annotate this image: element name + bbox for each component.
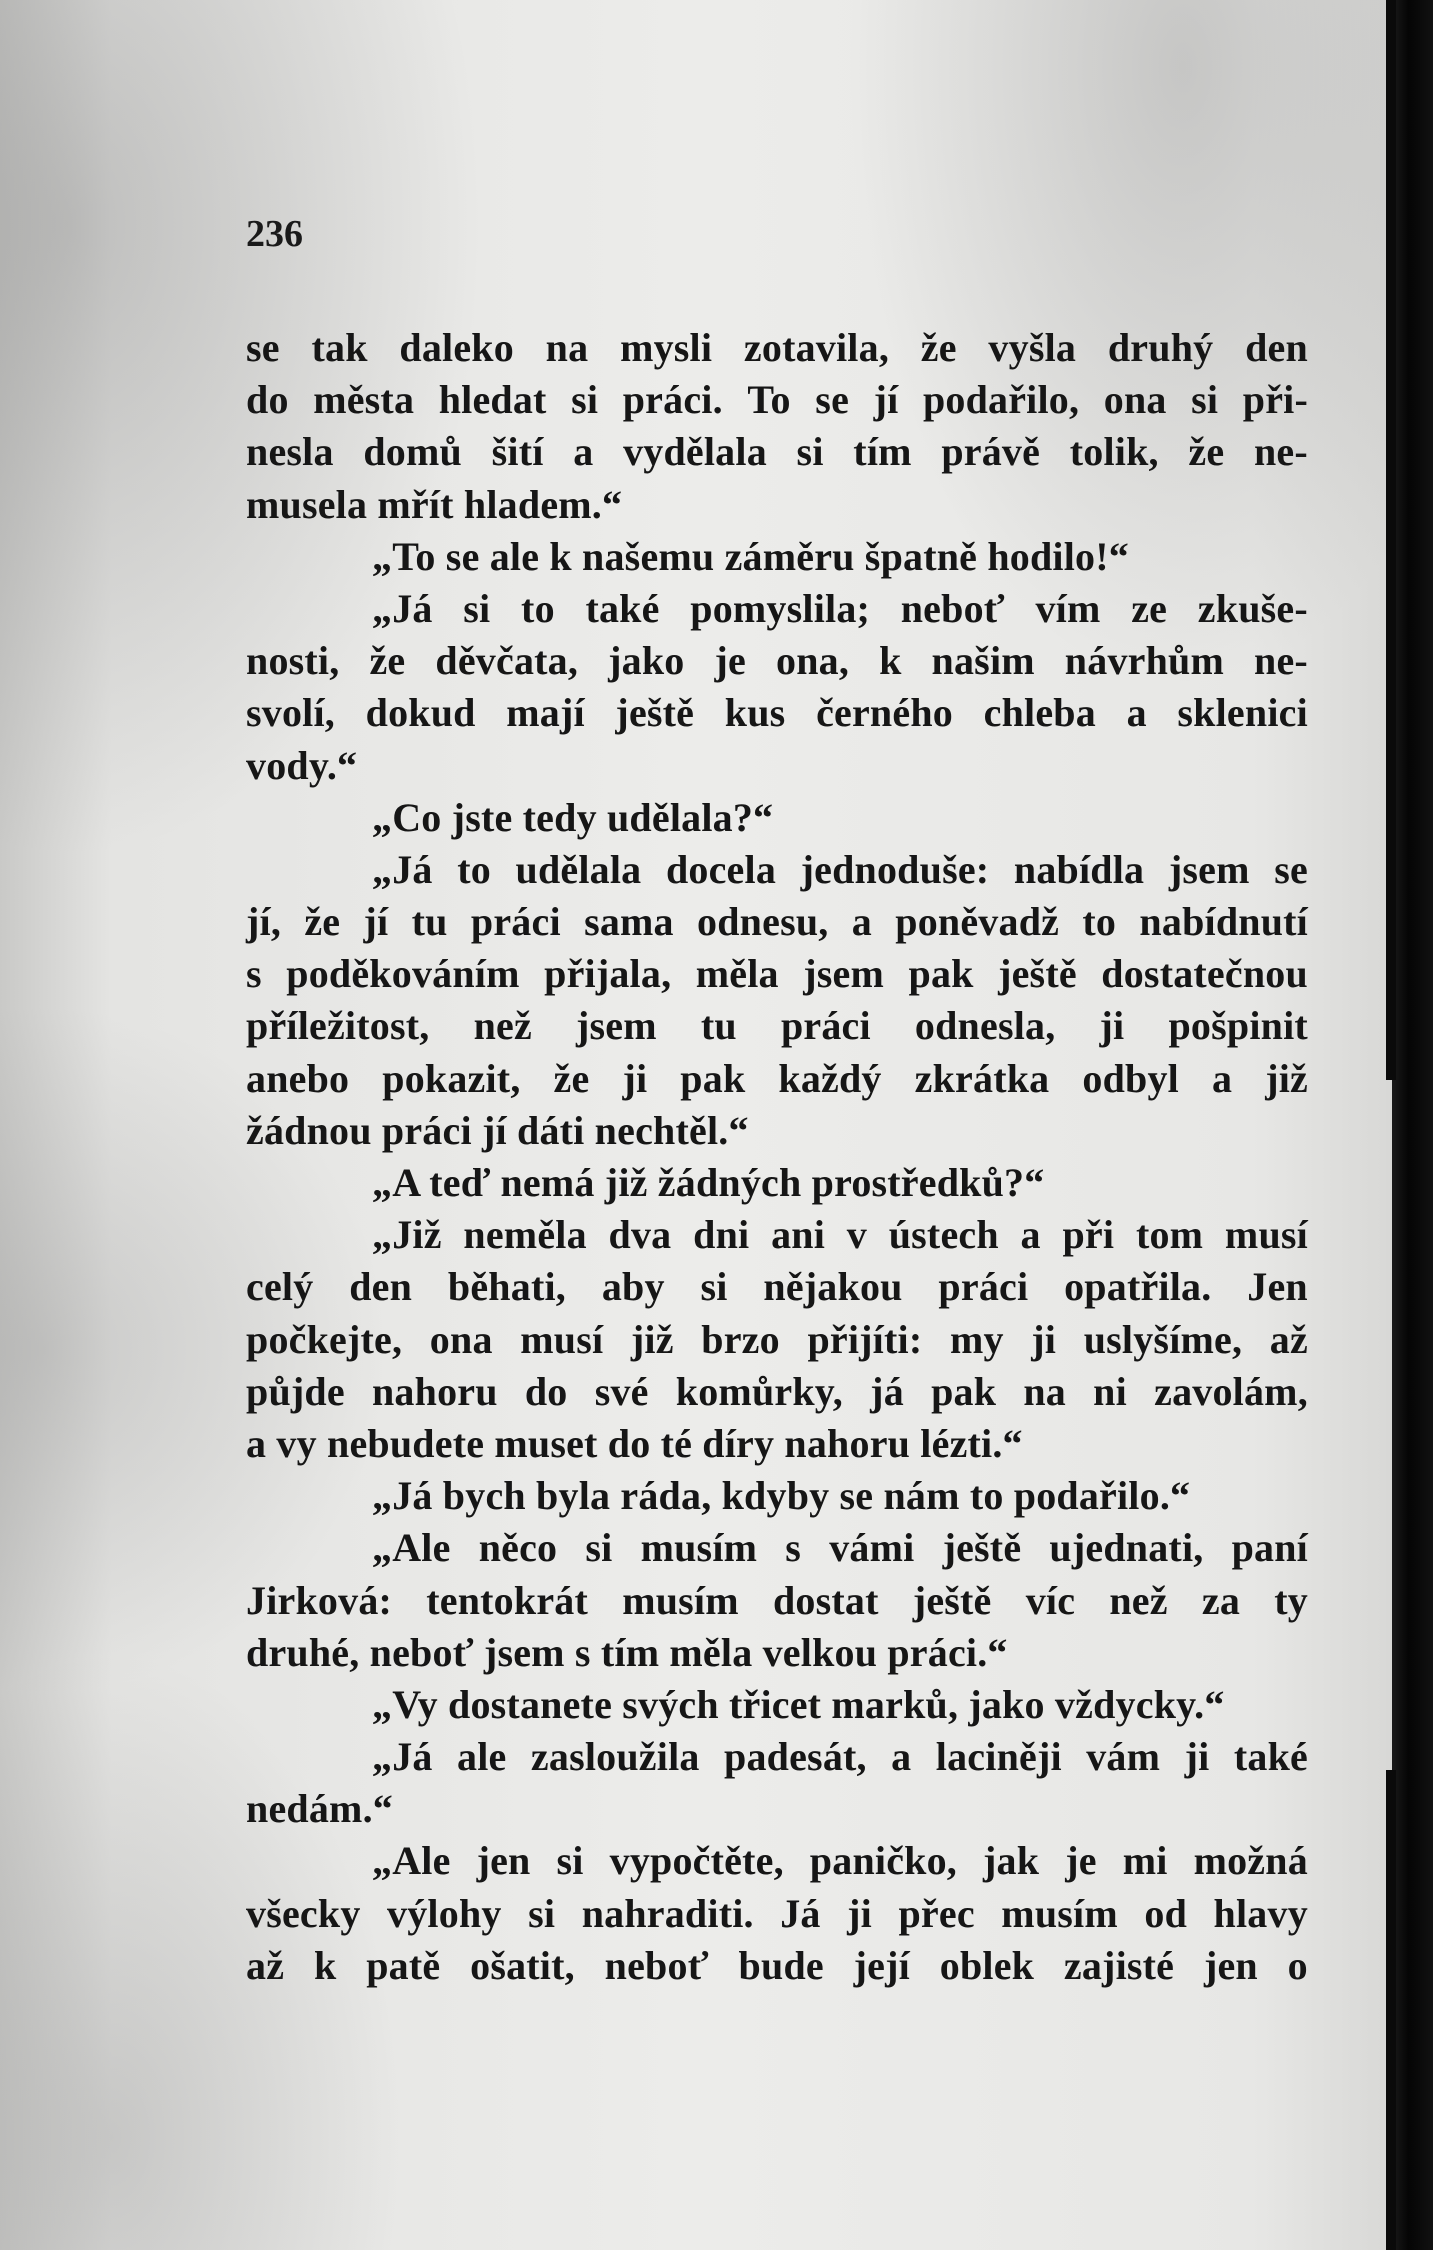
text-line: jí, že jí tu práci sama odnesu, a poněvadž to nabídnutí [246, 899, 1308, 945]
text-line: do města hledat si práci. To se jí podařilo, ona si při- [246, 377, 1308, 423]
text-line: „Já bych byla ráda, kdyby se nám to podařilo.“ [372, 1473, 1191, 1519]
text-line: půjde nahoru do své komůrky, já pak na ni zavolám, [246, 1368, 1308, 1414]
text-line: nesla domů šití a vydělala si tím právě tolik, že ne- [246, 429, 1308, 475]
text-line: „Já ale zasloužila padesát, a laciněji vám ji také [372, 1734, 1308, 1780]
text-line: vody.“ [246, 742, 358, 788]
text-line: až k patě ošatit, neboť bude její oblek zajisté jen o [246, 1942, 1308, 1988]
text-line: „Co jste tedy udělala?“ [372, 794, 774, 840]
text-line: druhé, neboť jsem s tím měla velkou práci.“ [246, 1629, 1008, 1675]
text-line: celý den běhati, aby si nějakou práci opatřila. Jen [246, 1264, 1308, 1310]
text-line: „Já si to také pomyslila; neboť vím ze zkuše- [372, 585, 1308, 631]
text-line: a vy nebudete muset do té díry nahoru lézti.“ [246, 1420, 1023, 1466]
text-line: svolí, dokud mají ještě kus černého chleba a sklenici [246, 690, 1308, 736]
text-line: nedám.“ [246, 1786, 393, 1832]
text-line: musela mřít hladem.“ [246, 481, 623, 527]
text-line: žádnou práci jí dáti nechtěl.“ [246, 1107, 749, 1153]
text-line: všecky výlohy si nahraditi. Já ji přec musím od hlavy [246, 1890, 1308, 1936]
text-line: se tak daleko na mysli zotavila, že vyšla druhý den [246, 325, 1308, 370]
text-line: „Vy dostanete svých třicet marků, jako vždycky.“ [372, 1681, 1225, 1727]
text-line: „A teď nemá již žádných prostředků?“ [372, 1160, 1045, 1205]
text-line: „Ale něco si musím s vámi ještě ujednati, paní [372, 1525, 1308, 1571]
page-edge-strip [1386, 1770, 1396, 2250]
page-edge-strip [1386, 0, 1396, 1080]
text-line: Jirková: tentokrát musím dostat ještě víc než za ty [246, 1577, 1308, 1623]
text-line: počkejte, ona musí již brzo přijíti: my ji uslyšíme, až [246, 1316, 1308, 1362]
page-edge-shadow [1392, 0, 1433, 2250]
page-text [246, 322, 1308, 1992]
page-number: 236 [246, 213, 303, 255]
text-line: nosti, že děvčata, jako je ona, k našim návrhům ne- [246, 638, 1308, 684]
text-line: příležitost, než jsem tu práci odnesla, ji pošpinit [246, 1003, 1308, 1049]
text-line: „Ale jen si vypočtěte, paničko, jak je mi možná [372, 1838, 1308, 1884]
text-line: anebo pokazit, že ji pak každý zkrátka odbyl a již [246, 1055, 1308, 1101]
text-line: „To se ale k našemu záměru špatně hodilo!“ [372, 533, 1129, 579]
text-line: „Již neměla dva dni ani v ústech a při tom musí [372, 1212, 1308, 1258]
text-line: s poděkováním přijala, měla jsem pak ještě dostatečnou [246, 951, 1308, 997]
text-line: „Já to udělala docela jednoduše: nabídla jsem se [372, 846, 1308, 892]
